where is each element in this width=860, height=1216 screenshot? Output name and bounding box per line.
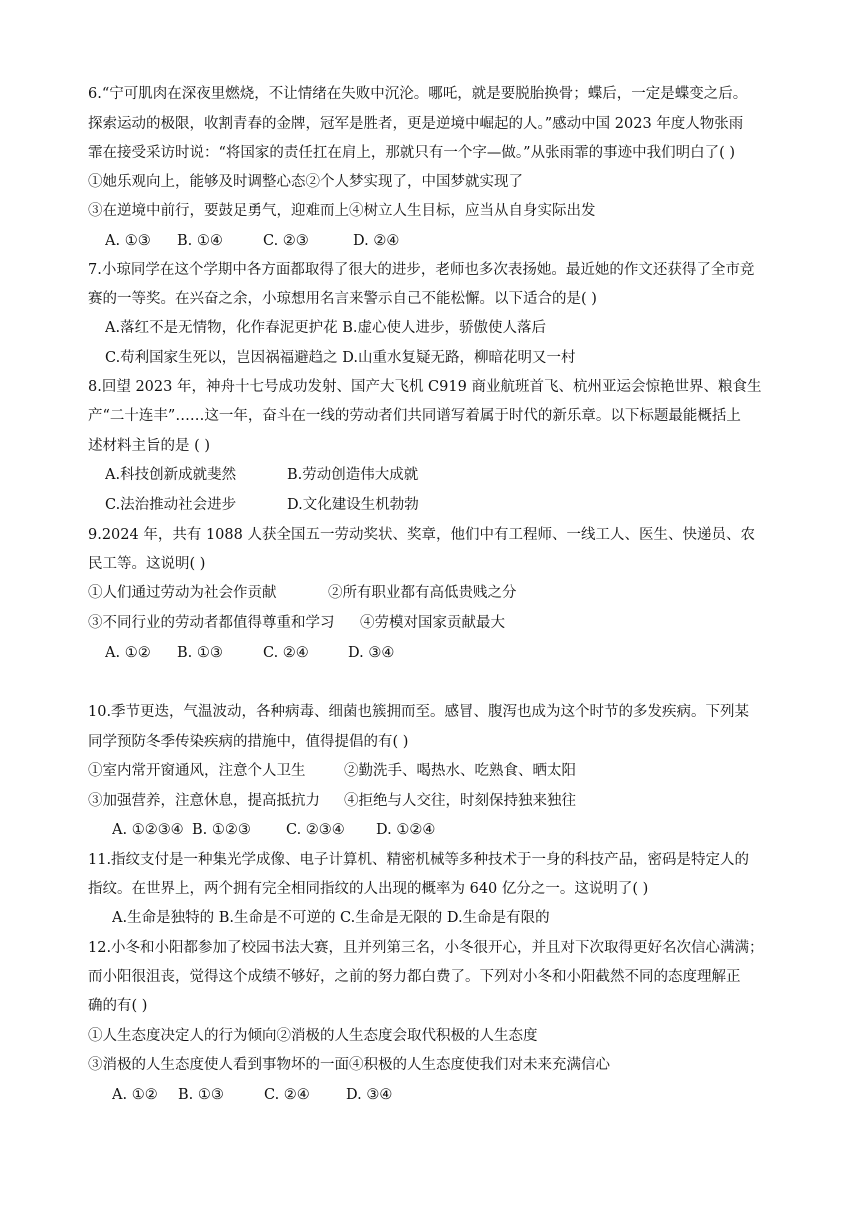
q10-options xyxy=(112,815,800,845)
q9-stem-line-2: 民工等。这说明( ) xyxy=(88,556,206,572)
q12-option-b[interactable]: B. ①③ xyxy=(178,1087,224,1103)
q10-statement-1: ①室内常开窗通风，注意个人卫生 xyxy=(88,763,306,779)
q9-statement-3: ③不同行业的劳动者都值得尊重和学习 xyxy=(88,615,335,631)
q6-option-c[interactable]: C. ②③ xyxy=(263,233,309,249)
q12-options xyxy=(112,1080,800,1110)
q8-stem-line-1: 8.回望 2023 年，神舟十七号成功发射、国产大飞机 C919 商业航班首飞、杭州亚运会惊艳世界、粮食生 xyxy=(88,379,762,395)
q9-statements-row-1 xyxy=(88,578,800,608)
q6-option-a[interactable]: A. ①③ xyxy=(105,233,151,249)
q8-option-c[interactable]: C.法治推动社会进步 xyxy=(105,497,237,513)
q10-statement-3: ③加强营养，注意休息，提高抵抗力 xyxy=(88,793,320,809)
q10-statement-4: ④拒绝与人交往，时刻保持独来独往 xyxy=(344,793,576,809)
q10-option-a[interactable]: A. ①②③④ xyxy=(112,822,184,838)
q7-stem-line-1: 7.小琼同学在这个学期中各方面都取得了很大的进步，老师也多次表扬她。最近她的作文还获得了全市竞 xyxy=(88,262,755,278)
q12-stem-line-1: 12.小冬和小阳都参加了校园书法大赛，且并列第三名，小冬很开心，并且对下次取得更好名次信心满满； xyxy=(88,940,764,956)
q7-option-line-1[interactable]: A.落红不是无情物，化作春泥更护花 B.虚心使人进步，骄傲使人落后 xyxy=(105,320,546,336)
q8-option-a[interactable]: A.科技创新成就斐然 xyxy=(105,467,237,483)
q9-options xyxy=(105,638,800,668)
q9-option-b[interactable]: B. ①③ xyxy=(177,645,223,661)
q10-statements-row-1 xyxy=(88,756,800,786)
q6-stem-line-1: 6.“宁可肌肉在深夜里燃烧，不让情绪在失败中沉沦。哪吒，就是要脱胎换骨；蝶后，一定是蝶变之后。 xyxy=(88,86,748,102)
q10-option-b[interactable]: B. ①②③ xyxy=(192,822,251,838)
q9-option-d[interactable]: D. ③④ xyxy=(348,645,395,661)
q10-statement-2: ②勤洗手、喝热水、吃熟食、晒太阳 xyxy=(344,763,576,779)
q12-option-a[interactable]: A. ①② xyxy=(112,1087,158,1103)
q6-options xyxy=(105,226,800,256)
q9-statement-2: ②所有职业都有高低贵贱之分 xyxy=(328,585,517,601)
q8-stem-line-2: 产“二十连丰”……这一年，奋斗在一线的劳动者们共同谱写着属于时代的新乐章。以下标题最能概括上 xyxy=(88,408,741,424)
q11-stem-line-1: 11.指纹支付是一种集光学成像、电子计算机、精密机械等多种技术于一身的科技产品，密码是特定人的 xyxy=(88,852,750,868)
q9-stem-line-1: 9.2024 年，共有 1088 人获全国五一劳动奖状、奖章，他们中有工程师、一线工人、医生、快递员、农 xyxy=(88,527,755,543)
q9-statement-1: ①人们通过劳动为社会作贡献 xyxy=(88,585,277,601)
q6-statement-line-2: ③在逆境中前行，要鼓足勇气，迎难而上④树立人生目标，应当从自身实际出发 xyxy=(88,203,596,219)
q8-stem-line-3: 述材料主旨的是 ( ) xyxy=(88,438,211,454)
q10-stem-line-1: 10.季节更迭，气温波动，各种病毒、细菌也簇拥而至。感冒、腹泻也成为这个时节的多发疾病。下列某 xyxy=(88,704,750,720)
q12-statement-line-1: ①人生态度决定人的行为倾向②消极的人生态度会取代积极的人生态度 xyxy=(88,1028,538,1044)
q6-statement-line-1: ①她乐观向上，能够及时调整心态②个人梦实现了，中国梦就实现了 xyxy=(88,174,523,190)
q10-stem-line-2: 同学预防冬季传染疾病的措施中，值得提倡的有( ) xyxy=(88,734,409,750)
q9-option-c[interactable]: C. ②④ xyxy=(263,645,309,661)
q10-option-d[interactable]: D. ①②④ xyxy=(376,822,436,838)
q12-option-d[interactable]: D. ③④ xyxy=(346,1087,393,1103)
q12-stem-line-2: 而小阳很沮丧，觉得这个成绩不够好，之前的努力都白费了。下列对小冬和小阳截然不同的态度理解正 xyxy=(88,969,741,985)
q6-stem-line-3: 霏在接受采访时说：“将国家的责任扛在肩上，那就只有一个字—做。”从张雨霏的事迹中我们明白了( ) xyxy=(88,145,735,161)
q8-options-row-1 xyxy=(105,460,800,490)
q8-option-d[interactable]: D.文化建设生机勃勃 xyxy=(287,497,419,513)
q8-option-b[interactable]: B.劳动创造伟大成就 xyxy=(287,467,419,483)
q7-stem-line-2: 赛的一等奖。在兴奋之余，小琼想用名言来警示自己不能松懈。以下适合的是( ) xyxy=(88,291,597,307)
q6-option-b[interactable]: B. ①④ xyxy=(177,233,223,249)
q12-stem-line-3: 确的有( ) xyxy=(88,998,148,1014)
q10-option-c[interactable]: C. ②③④ xyxy=(286,822,345,838)
q12-statement-line-2: ③消极的人生态度使人看到事物坏的一面④积极的人生态度使我们对未来充满信心 xyxy=(88,1057,610,1073)
q11-option-line[interactable]: A.生命是独特的 B.生命是不可逆的 C.生命是无限的 D.生命是有限的 xyxy=(112,910,550,926)
q6-option-d[interactable]: D. ②④ xyxy=(353,233,400,249)
q8-options-row-2 xyxy=(105,490,800,520)
q9-option-a[interactable]: A. ①② xyxy=(105,645,151,661)
q12-option-c[interactable]: C. ②④ xyxy=(264,1087,310,1103)
q10-statements-row-2 xyxy=(88,786,800,816)
q7-option-line-2[interactable]: C.苟利国家生死以，岂因祸福避趋之 D.山重水复疑无路，柳暗花明又一村 xyxy=(105,350,576,366)
q9-statement-4: ④劳模对国家贡献最大 xyxy=(360,615,505,631)
q9-statements-row-2 xyxy=(88,608,800,638)
q6-stem-line-2: 探索运动的极限，收割青春的金牌，冠军是胜者，更是逆境中崛起的人。”感动中国 2023 年度人物张雨 xyxy=(88,116,744,132)
q11-stem-line-2: 指纹。在世界上，两个拥有完全相同指纹的人出现的概率为 640 亿分之一。这说明了( ) xyxy=(88,881,649,897)
